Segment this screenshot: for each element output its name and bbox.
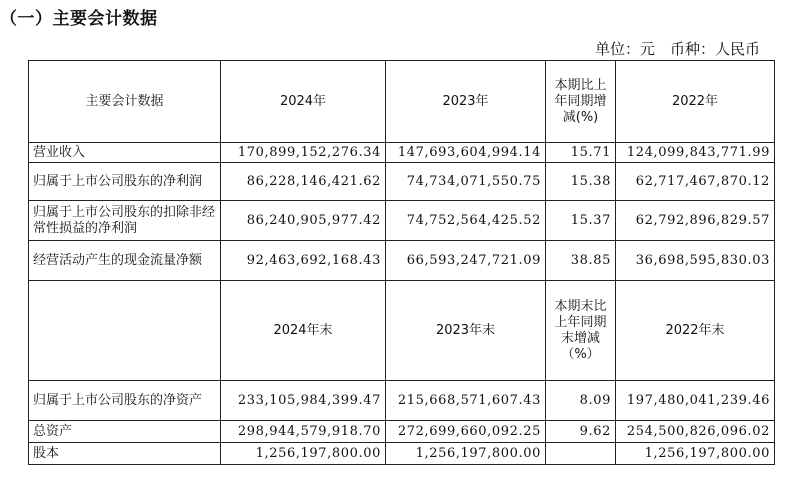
value-2022: 124,099,843,771.99 [616,143,775,163]
table-row [29,201,775,241]
value-change [546,443,616,465]
header-2024-end: 2024年末 [221,281,386,381]
value-2022: 254,500,826,096.02 [616,421,775,443]
value-2023: 1,256,197,800.00 [386,443,546,465]
value-2024: 170,899,152,276.34 [221,143,386,163]
table-row [29,241,775,281]
value-2022: 62,792,896,829.57 [616,201,775,241]
value-2024: 298,944,579,918.70 [221,421,386,443]
table-row [29,163,775,201]
value-2023: 74,752,564,425.52 [386,201,546,241]
table-row [29,381,775,421]
value-2022: 1,256,197,800.00 [616,443,775,465]
header-2023-end: 2023年末 [386,281,546,381]
value-change: 15.37 [546,201,616,241]
header-change-end: 本期末比上年同期末增减（%） [546,281,616,381]
value-2022: 197,480,041,239.46 [616,381,775,421]
row-label: 股本 [29,443,221,465]
value-2023: 272,699,660,092.25 [386,421,546,443]
header-blank [29,281,221,381]
row-label: 归属于上市公司股东的扣除非经常性损益的净利润 [29,201,221,241]
value-2023: 215,668,571,607.43 [386,381,546,421]
section-heading: （一）主要会计数据 [0,9,158,29]
row-label: 归属于上市公司股东的净资产 [29,381,221,421]
accounting-data-table [28,60,775,465]
value-2023: 66,593,247,721.09 [386,241,546,281]
table-row [29,443,775,465]
value-change: 15.38 [546,163,616,201]
value-change: 38.85 [546,241,616,281]
value-2024: 86,228,146,421.62 [221,163,386,201]
table-row [29,421,775,443]
header-2022-end: 2022年末 [616,281,775,381]
value-2024: 86,240,905,977.42 [221,201,386,241]
value-2022: 62,717,467,870.12 [616,163,775,201]
value-2023: 147,693,604,994.14 [386,143,546,163]
value-change: 15.71 [546,143,616,163]
header-2022: 2022年 [616,61,775,143]
value-change: 9.62 [546,421,616,443]
unit-currency-note: 单位：元 币种：人民币 [594,40,760,58]
header-row [29,61,775,143]
header-2023: 2023年 [386,61,546,143]
row-label: 营业收入 [29,143,221,163]
value-2024: 233,105,984,399.47 [221,381,386,421]
table-row [29,143,775,163]
value-change: 8.09 [546,381,616,421]
header-2024: 2024年 [221,61,386,143]
value-2022: 36,698,595,830.03 [616,241,775,281]
row-label: 总资产 [29,421,221,443]
value-2024: 1,256,197,800.00 [221,443,386,465]
header-row-period-end [29,281,775,381]
row-label: 经营活动产生的现金流量净额 [29,241,221,281]
value-2023: 74,734,071,550.75 [386,163,546,201]
header-change: 本期比上年同期增减(%) [546,61,616,143]
header-main-data: 主要会计数据 [29,61,221,143]
value-2024: 92,463,692,168.43 [221,241,386,281]
row-label: 归属于上市公司股东的净利润 [29,163,221,201]
